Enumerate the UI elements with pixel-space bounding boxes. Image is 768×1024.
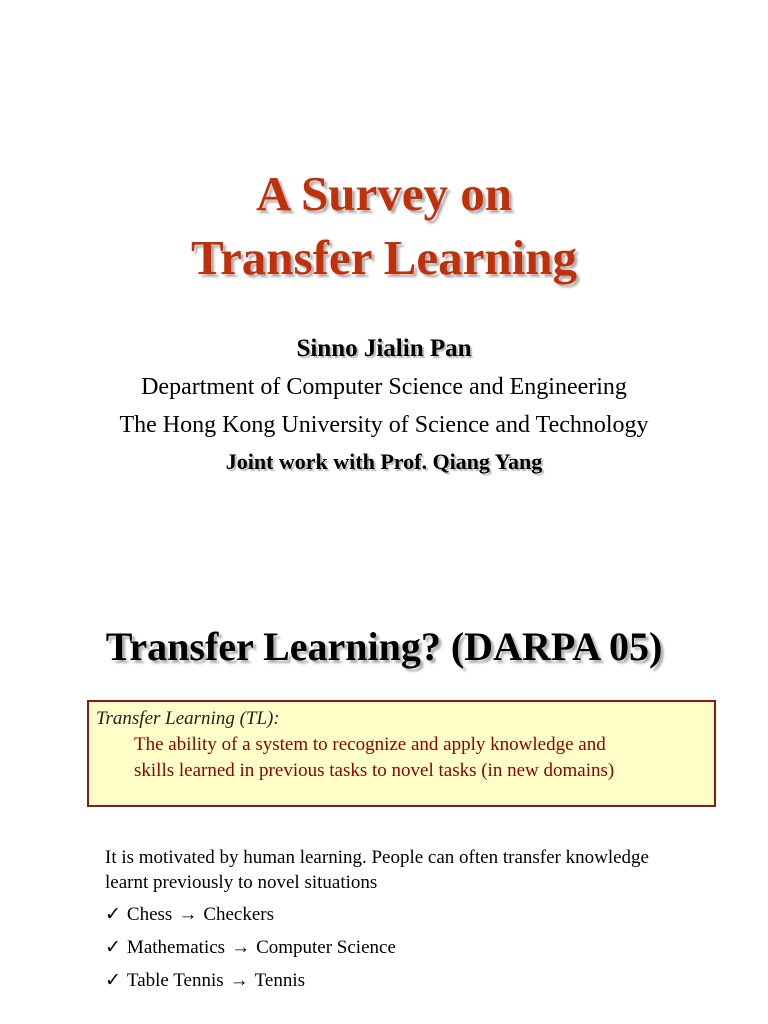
check-icon: ✓ xyxy=(105,937,121,958)
definition-term: Transfer Learning (TL): xyxy=(96,708,280,729)
example-to: Checkers xyxy=(203,904,275,925)
example-to: Computer Science xyxy=(256,937,396,958)
motivation-line-1: It is motivated by human learning. People can often transfer knowledge xyxy=(105,847,649,868)
example-from: Mathematics xyxy=(126,937,226,958)
university: The Hong Kong University of Science and Technology xyxy=(119,412,649,438)
definition-box xyxy=(87,700,716,807)
check-icon: ✓ xyxy=(105,970,121,991)
definition-text xyxy=(134,732,704,784)
author-name: Sinno Jialin Pan xyxy=(296,335,472,362)
definition-line-1: The ability of a system to recognize and apply knowledge and xyxy=(134,734,606,755)
slide-title-line-1: A Survey on xyxy=(256,166,512,221)
list-item xyxy=(105,903,274,927)
section-title: Transfer Learning? (DARPA 05) xyxy=(105,624,663,669)
motivation-text xyxy=(105,845,745,895)
example-to: Tennis xyxy=(254,970,306,991)
definition-line-2: skills learned in previous tasks to novel tasks (in new domains) xyxy=(134,760,615,781)
motivation-line-2: learnt previously to novel situations xyxy=(105,872,378,893)
joint-work-note: Joint work with Prof. Qiang Yang xyxy=(225,449,543,474)
example-from: Table Tennis xyxy=(126,970,224,991)
department: Department of Computer Science and Engineering xyxy=(141,374,627,400)
arrow-right-icon: → xyxy=(229,970,249,991)
list-item xyxy=(105,936,396,960)
example-from: Chess xyxy=(126,904,173,925)
list-item xyxy=(105,969,305,993)
check-icon: ✓ xyxy=(105,904,121,925)
slide-title-line-2: Transfer Learning xyxy=(190,230,578,285)
arrow-right-icon: → xyxy=(178,904,198,925)
arrow-right-icon: → xyxy=(231,937,251,958)
